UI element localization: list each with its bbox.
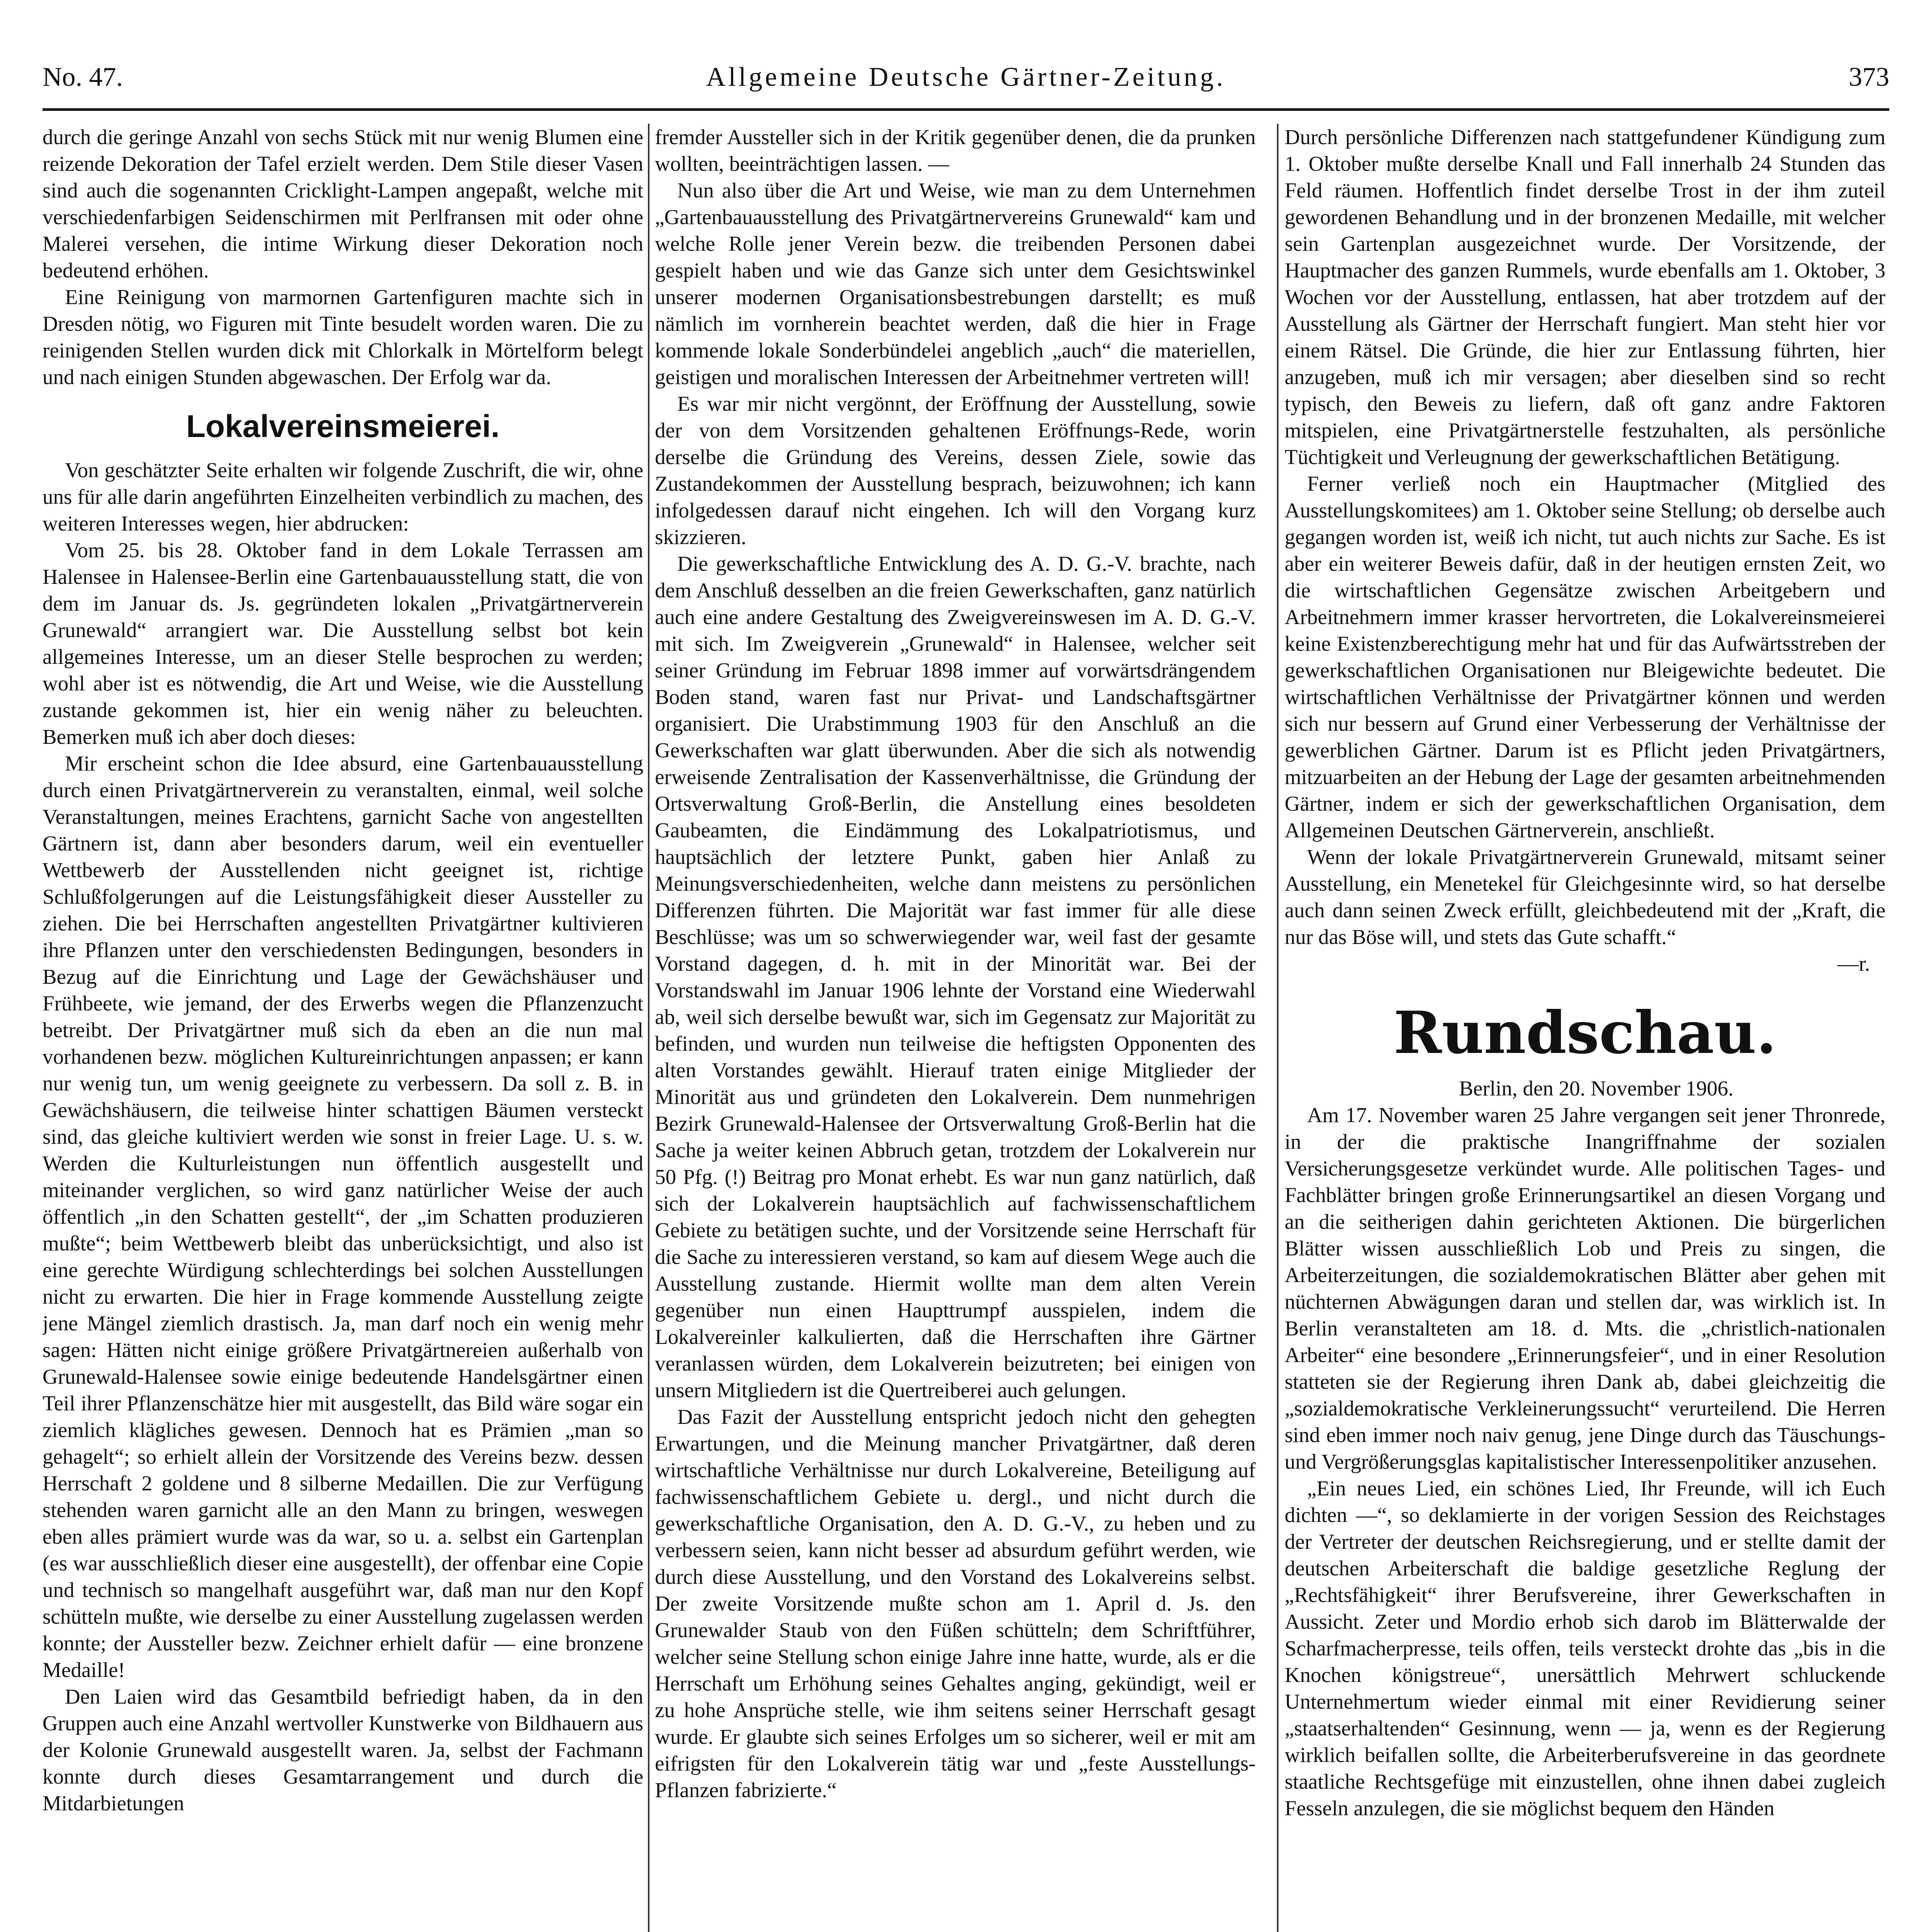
page-number: 373 xyxy=(1849,62,1889,92)
paragraph: Es war mir nicht vergönnt, der Eröffnung der Ausstellung, sowie der von dem Vorsitzenden gehaltenen Eröffnungs-Rede, worin derselbe die Gründung des Vereins, dessen Ziele, sowie das Zustandekommen der Ausstellung besprach, beizuwohnen; ich kann infolgedessen darauf nicht eingehen. Ich will den Vorgang kurz skizzieren. xyxy=(655,392,1256,549)
section-heading: Rundschau. xyxy=(1394,999,1776,1067)
column-1 xyxy=(42,124,643,1932)
paragraph: durch die geringe Anzahl von sechs Stück mit nur wenig Blumen eine reizende Dekoration der Tafel erzielt werden. Dem Stile dieser Vasen sind auch die sogenannten Cricklight-Lampen angepaßt, welche mit verschiedenfarbigen Seidenschirmen mit Perlfransen mit oder ohne Malerei versehen, die intime Wirkung dieser Dekoration noch bedeutend erhöhen. xyxy=(42,125,643,282)
column-3 xyxy=(1285,124,1885,1932)
column-divider xyxy=(1277,124,1278,1932)
article-heading: Lokalvereinsmeierei. xyxy=(186,409,500,444)
paragraph: Vom 25. bis 28. Oktober fand in dem Lokale Terrassen am Halensee in Halensee-Berlin eine Gartenbauausstellung statt, die von dem im Januar ds. Js. gegründeten lokalen „Privatgärtnerverein Grunewald“ arrangiert war. Die Ausstellung selbst bot kein allgemeines Interesse, um an dieser Stelle besprochen zu werden; wohl aber ist es nötwendig, die Art und Weise, wie die Ausstellung zustande gekommen ist, hier ein wenig näher zu beleuchten. Bemerken muß ich aber doch dieses: xyxy=(42,538,643,748)
paragraph: Ferner verließ noch ein Hauptmacher (Mitglied des Ausstellungskomitees) am 1. Oktober seine Stellung; ob derselbe auch gegangen worden ist, weiß ich nicht, tut auch nichts zur Sache. Es ist aber ein weiterer Beweis dafür, daß in der heutigen ernsten Zeit, wo die wirtschaftlichen Gegensätze zwischen Arbeitgebern und Arbeitnehmern immer krasser hervortreten, die Lokalvereinsmeierei keine Existenzberechtigung mehr hat und für das Aufwärtsstreben der gewerkschaftlichen Organisationen nur Bleigewichte bedeutet. Die wirtschaftlichen Verhältnisse der Privatgärtner können und werden sich nur bessern auf Grund einer Verbesserung der Verhältnisse der gewerblichen Gärtner. Darum ist es Pflicht jeden Privatgärtners, mitzuarbeiten an der Hebung der Lage der gesamten arbeitnehmenden Gärtner, indem er sich der gewerkschaftlichen Organisation, dem Allgemeinen Deutschen Gärtnerverein, anschließt. xyxy=(1285,472,1885,842)
paragraph: Wenn der lokale Privatgärtnerverein Grunewald, mitsamt seiner Ausstellung, ein Menetekel für Gleichgesinnte wird, so hat derselbe auch dann seinen Zweck erfüllt, gleichbedeutend mit der „Kraft, die nur das Böse will, und stets das Gute schafft.“ xyxy=(1285,845,1885,949)
newspaper-title: Allgemeine Deutsche Gärtner-Zeitung. xyxy=(706,62,1226,92)
paragraph: Das Fazit der Ausstellung entspricht jedoch nicht den gehegten Erwartungen, und die Meinung mancher Privatgärtner, daß deren wirtschaftliche Verhältnisse nur durch Lokalvereine, Beteiligung auf fachwissenschaftlichem Gebiete u. dergl., und nicht durch die gewerkschaftliche Organisation, den A. D. G.-V., zu heben und zu verbessern seien, kann nicht besser ad absurdum geführt werden, wie durch diese Ausstellung, und den Vorstand des Lokalvereins selbst. Der zweite Vorsitzende mußte schon am 1. April d. Js. den Grunewalder Staub von den Füßen schütteln; dem Schriftführer, welcher seine Stellung schon einige Jahre inne hatte, wurde, als er die Herrschaft um Erhöhung seines Gehaltes anging, gekündigt, weil er zu hohe Ansprüche stelle, wie ihm seitens seiner Herrschaft gesagt wurde. Er glaubte sich seines Erfolges um so sicherer, weil er mit am eifrigsten für den Lokalverein tätig war und „feste Ausstellungs-Pflanzen fabrizierte.“ xyxy=(655,1405,1256,1802)
paragraph: Durch persönliche Differenzen nach stattgefundener Kündigung zum 1. Oktober mußte derselbe Knall und Fall innerhalb 24 Stunden das Feld räumen. Hoffentlich findet derselbe Trost in der ihm zuteil gewordenen Behandlung und in der bronzenen Medaille, mit welcher sein Gartenplan ausgezeichnet wurde. Der Vorsitzende, der Hauptmacher des ganzen Rummels, wurde ebenfalls am 1. Oktober, 3 Wochen vor der Ausstellung, entlassen, hat aber trotzdem auf der Ausstellung als Gärtner der Herrschaft fungiert. Man steht hier vor einem Rätsel. Die Gründe, die hier zur Entlassung führten, hier anzugeben, muß ich mir versagen; aber dieselben sind so recht typisch, den Beweis zu liefern, daß oft ganz andre Faktoren mitspielen, eine Privatgärtnerstelle festzuhalten, als persönliche Tüchtigkeit und Verleugnung der gewerkschaftlichen Betätigung. xyxy=(1285,125,1885,469)
page-header xyxy=(42,58,1889,111)
issue-number: No. 47. xyxy=(42,62,123,92)
dateline: Berlin, den 20. November 1906. xyxy=(1459,1077,1734,1100)
column-2 xyxy=(655,124,1256,1932)
paragraph: Den Laien wird das Gesamtbild befriedigt haben, da in den Gruppen auch eine Anzahl wertvoller Kunstwerke von Bildhauern aus der Kolonie Grunewald ausgestellt waren. Ja, selbst der Fachmann konnte durch dieses Gesamtarrangement und durch die Mitdarbietungen xyxy=(42,1685,643,1815)
paragraph: Eine Reinigung von marmornen Gartenfiguren machte sich in Dresden nötig, wo Figuren mit Tinte besudelt worden waren. Die zu reinigenden Stellen wurden dick mit Chlorkalk in Mörtelform belegt und nach einigen Stunden abgewaschen. Der Erfolg war da. xyxy=(42,285,643,389)
paragraph: Von geschätzter Seite erhalten wir folgende Zuschrift, die wir, ohne uns für alle darin angeführten Einzelheiten verbindlich zu machen, des weiteren Interesses wegen, hier abdrucken: xyxy=(42,458,643,535)
paragraph: Die gewerkschaftliche Entwicklung des A. D. G.-V. brachte, nach dem Anschluß desselben an die freien Gewerkschaften, ganz natürlich auch eine andere Gestaltung des Zweigvereinswesen im A. D. G.-V. mit sich. Im Zweigverein „Grunewald“ in Halensee, welcher seit seiner Gründung im Februar 1898 immer auf vorwärtsdrängendem Boden stand, waren fast nur Privat- und Landschaftsgärtner organisiert. Die Urabstimmung 1903 für den Anschluß an die Gewerkschaften war glatt überwunden. Aber die sich als notwendig erweisende Zentralisation der Kassenverhältnisse, die Gründung der Ortsverwaltung Groß-Berlin, die Anstellung eines besoldeten Gaubeamten, die Eindämmung des Lokalpatriotismus, und hauptsächlich der letztere Punkt, gaben hier Anlaß zu Meinungsverschiedenheiten, welche dann meistens zu persönlichen Differenzen führten. Die Majorität war fast immer für alle diese Beschlüsse; was um so schwerwiegender war, weil fast der gesamte Vorstand dagegen, d. h. mit in der Minorität war. Bei der Vorstandswahl im Januar 1906 lehnte der Vorstand eine Wiederwahl ab, weil sich derselbe bewußt war, sich im Gegensatz zur Majorität zu befinden, und wurden nun teilweise die heftigsten Opponenten des alten Vorstandes gewählt. Hierauf traten einige Mitglieder der Minorität aus und gründeten den Lokalverein. Dem nunmehrigen Bezirk Grunewald-Halensee der Ortsverwaltung Groß-Berlin hat die Sache ja weiter keinen Abbruch getan, trotzdem der Lokalverein nur 50 Pfg. (!) Beitrag pro Monat erhebt. Es war nun ganz natürlich, daß sich der Lokalverein hauptsächlich auf fachwissenschaftlichem Gebiete zu betätigen suchte, und der Vorsitzende seine Herrschaft für die Sache zu interessieren verstand, so kam auf diesem Wege auch die Ausstellung zustande. Hiermit wollte man dem alten Verein gegenüber nun einen Haupttrumpf ausspielen, indem die Lokalvereinler kalkulierten, daß die Herrschaften ihre Gärtner veranlassen würden, dem Lokalverein beizutreten; bei einigen von unsern Mitgliedern ist die Quertreiberei auch gelungen. xyxy=(655,552,1256,1402)
column-divider xyxy=(648,124,649,1932)
paragraph: „Ein neues Lied, ein schönes Lied, Ihr Freunde, will ich Euch dichten —“, so deklamierte in der vorigen Session des Reichstages der Vertreter der deutschen Reichsregierung, und er stellte damit der deutschen Arbeiterschaft die baldige gesetzliche Reglung der „Rechtsfähigkeit“ ihrer Berufsvereine, ihrer Gewerkschaften in Aussicht. Zeter und Mordio erhob sich darob im Blätterwalde der Scharfmacherpresse, teils offen, teils versteckt drohte das „bis in die Knochen königstreue“, unersättlich Mehrwert schluckende Unternehmertum wieder einmal mit einer Revidierung seiner „staatserhaltenden“ Gesinnung, wenn — ja, wenn es der Regierung wirklich beifallen sollte, die Arbeiterberufsvereine in das geordnete staatliche Rechtsgefüge mit einzustellen, ohne ihnen dabei zugleich Fesseln anzulegen, die sie möglichst bequem den Händen xyxy=(1285,1476,1885,1820)
paragraph: Mir erscheint schon die Idee absurd, eine Gartenbauausstellung durch einen Privatgärtnerverein zu veranstalten, einmal, weil solche Veranstaltungen, meines Erachtens, garnicht Sache von angestellten Gärtnern ist, dann aber besonders darum, weil ein eventueller Wettbewerb der Ausstellenden nicht geeignet ist, richtige Schlußfolgerungen auf die Leistungsfähigkeit dieser Aussteller zu ziehen. Die bei Herrschaften angestellten Privatgärtner kultivieren ihre Pflanzen unter den verschiedensten Bedingungen, besonders in Bezug auf die Einrichtung und Lage der Gewächshäuser und Frühbeete, wie jemand, der des Erwerbs wegen die Pflanzenzucht betreibt. Der Privatgärtner muß sich da eben an die nun mal vorhandenen bezw. möglichen Kultureinrichtungen anpassen; er kann nur wenig tun, um wenig geeignete zu verbessern. Da soll z. B. in Gewächshäusern, die teilweise hinter schattigen Bäumen versteckt sind, das gleiche kultiviert werden wie sonst in freier Lage. U. s. w. Werden die Kulturleistungen nun öffentlich ausgestellt und miteinander verglichen, so wird ganz natürlicher Weise der auch öffentlich „in den Schatten gestellt“, der „im Schatten produzieren mußte“; beim Wettbewerb bleibt das unberücksichtigt, und also ist eine gerechte Würdigung schlechterdings bei solchen Ausstellungen nicht zu erwarten. Die hier in Frage kommende Ausstellung zeigte jene Mängel ziemlich drastisch. Ja, man darf noch ein wenig mehr sagen: Hätten nicht einige größere Privatgärtnereien außerhalb von Grunewald-Halensee sowie einige bedeutende Handelsgärtner einen Teil ihrer Pflanzenschätze hier mit ausgestellt, das Bild wäre sogar ein ziemlich klägliches gewesen. Dennoch hat es Prämien „man so gehagelt“; so erhielt allein der Vorsitzende des Vereins bezw. dessen Herrschaft 2 goldene und 8 silberne Medaillen. Die zur Verfügung stehenden waren garnicht alle an den Mann zu bringen, weswegen eben alles prämiert wurde was da war, so u. a. selbst ein Gartenplan (es war ausschließlich dieser eine ausgestellt), der offenbar eine Copie und technisch so mangelhaft ausgeführt war, daß man nur den Kopf schütteln mußte, wie derselbe zu einer Ausstellung zugelassen werden konnte; der Aussteller bezw. Zeichner erhielt dafür — eine bronzene Medaille! xyxy=(42,752,643,1682)
paragraph: fremder Aussteller sich in der Kritik gegenüber denen, die da prunken wollten, beeinträchtigen lassen. — xyxy=(655,125,1256,175)
paragraph: Nun also über die Art und Weise, wie man zu dem Unternehmen „Gartenbauausstellung des Privatgärtnervereins Grunewald“ kam und welche Rolle jener Verein bezw. die treibenden Personen dabei gespielt haben und wie das Ganze sich unter dem Gesichtswinkel unserer modernen Organisationsbestrebungen darstellt; es muß nämlich im vornherein beachtet werden, daß die hier in Frage kommende lokale Sonderbündelei angeblich „auch“ die materiellen, geistigen und moralischen Interessen der Arbeitnehmer vertreten will! xyxy=(655,179,1256,389)
paragraph: Am 17. November waren 25 Jahre vergangen seit jener Thronrede, in der die praktische Inangriffnahme der sozialen Versicherungsgesetze verkündet wurde. Alle politischen Tages- und Fachblätter bringen große Erinnerungsartikel an diesen Vorgang und an die seitherigen dahin gerichteten Aktionen. Die bürgerlichen Blätter wissen ausschließlich Lob und Preis zu singen, die Arbeiterzeitungen, die sozialdemokratischen Blätter aber gehen mit nüchternen Abwägungen daran und stellen dar, was wirklich ist. In Berlin veranstalteten am 18. d. Mts. die „christlich-nationalen Arbeiter“ eine besondere „Erinnerungsfeier“, und in einer Resolution statteten sie der Regierung ihren Dank ab, dabei gleichzeitig die „sozialdemokratische Verkleinerungssucht“ verurteilend. Die Herren sind eben immer noch naiv genug, jene Dinge durch das Täuschungs- und Vergrößerungsglas kapitalistischer Interessenpolitiker anzusehen. xyxy=(1285,1103,1885,1473)
author-signature: —r. xyxy=(1837,952,1870,975)
